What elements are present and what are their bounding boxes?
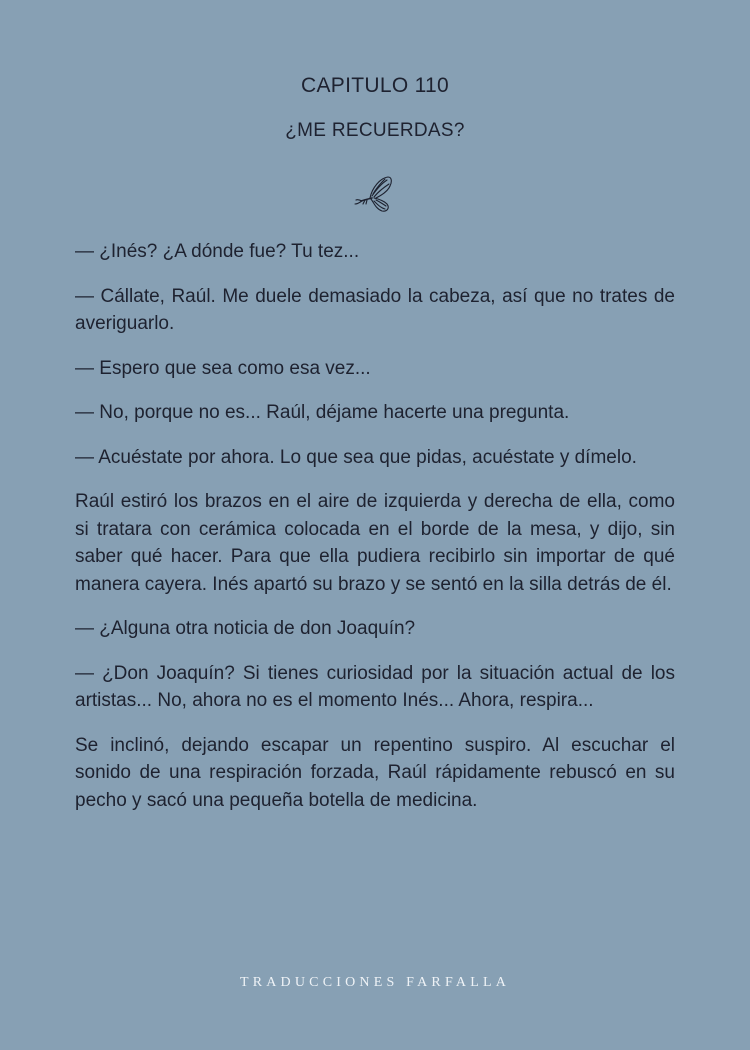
chapter-number: CAPITULO 110 [301, 74, 449, 97]
butterfly-icon [350, 174, 398, 216]
paragraph: — Acuéstate por ahora. Lo que sea que pidas, acuéstate y dímelo. [75, 446, 637, 468]
paragraph: — ¿Alguna otra noticia de don Joaquín? [75, 618, 416, 639]
paragraph: Se inclinó, dejando escapar un repentino suspiro. Al escuchar el sonido de una respiración forzada, Raúl rápidamente rebuscó en su pecho y sacó una pequeña botella de medicina. [75, 734, 675, 811]
paragraph: — No, porque no es... Raúl, déjame hacerte una pregunta. [75, 402, 570, 423]
paragraph: Raúl estiró los brazos en el aire de izquierda y derecha de ella, como si tratara con cerámica colocada en el borde de la mesa, y dijo, sin saber qué hacer. Para que ella pudiera recibirlo sin importar de qué manera cayera. Inés apartó su brazo y se sentó en la silla detrás de él. [75, 491, 675, 595]
paragraph: — Cállate, Raúl. Me duele demasiado la cabeza, así que no trates de averiguarlo. [75, 285, 675, 334]
chapter-body [75, 238, 675, 831]
chapter-title: ¿ME RECUERDAS? [285, 120, 465, 141]
footer-credit: TRADUCCIONES FARFALLA [239, 975, 511, 990]
paragraph: — ¿Inés? ¿A dónde fue? Tu tez... [75, 241, 360, 262]
paragraph: — Espero que sea como esa vez... [75, 357, 371, 379]
paragraph: — ¿Don Joaquín? Si tienes curiosidad por la situación actual de los artistas... No, ahora no es el momento Inés... Ahora, respira... [75, 662, 675, 711]
